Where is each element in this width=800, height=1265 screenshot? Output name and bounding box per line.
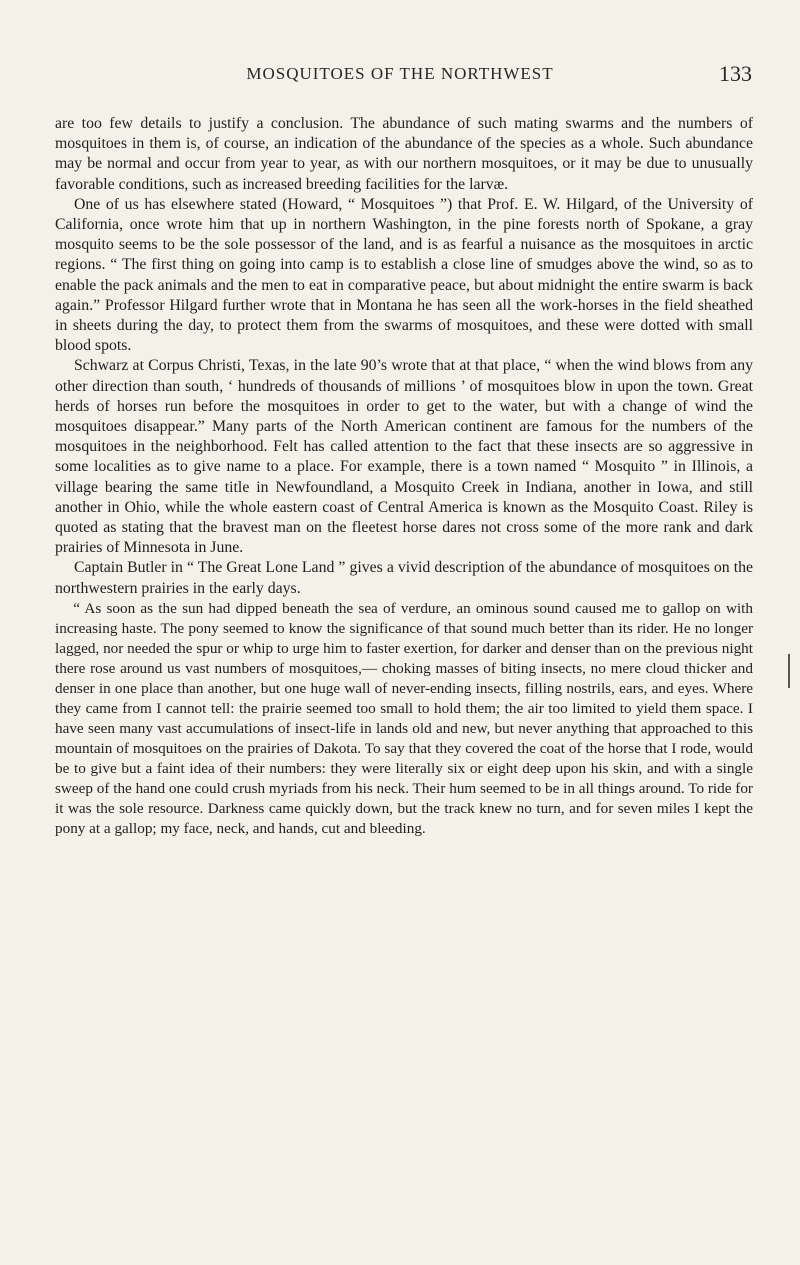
paragraph-hilgard: One of us has elsewhere stated (Howard, “ Mosquitoes ”) that Prof. E. W. Hilgard, of the University of California, once wrote him that up in northern Washington, in the pine forests north of Spokane, a gray mosquito seems to be the sole possessor of the land, and is as fearful a nuisance as the mosquitoes in arctic regions. “ The first thing on going into camp is to establish a close line of smudges above the wind, so as to enable the pack animals and the men to eat in comparative peace, but about midnight the entire swarm is back again.” Professor Hilgard further wrote that in Montana he has seen all the work-horses in the field sheathed in sheets during the day, to protect them from the swarms of mosquitoes, and these were dotted with small blood spots. (55, 195, 753, 355)
margin-bracket-mark (788, 654, 790, 688)
paragraph-butler: Captain Butler in “ The Great Lone Land ” gives a vivid description of the abundance of mosquitoes on the northwestern prairies in the early days. (55, 559, 753, 597)
running-title: MOSQUITOES OF THE NORTHWEST (246, 64, 554, 83)
running-head (0, 61, 800, 90)
paragraph-continued: are too few details to justify a conclusion. The abundance of such mating swarms and the numbers of mosquitoes in them is, of course, an indication of the abundance of the species as a whole. Such abundance may be normal and occur from year to year, as with our northern mosquitoes, or it may be due to unusually favorable conditions, such as increased breeding facilities for the larvæ. (55, 115, 753, 193)
body-text (55, 114, 753, 839)
page-number: 133 (719, 61, 752, 86)
paragraph-schwarz: Schwarz at Corpus Christi, Texas, in the late 90’s wrote that at that place, “ when the wind blows from any other direction than south, ‘ hundreds of thousands of millions ’ of mosquitoes blow in upon the town. Great herds of horses run before the mosquitoes in order to get to the water, but with a change of wind the mosquitoes disappear.” Many parts of the North American continent are famous for the numbers of the mosquitoes in the neighborhood. Felt has called attention to the fact that these insects are so aggressive in some localities as to give name to a place. For example, there is a town named “ Mosquito ” in Illinois, a village bearing the same title in Newfoundland, a Mosquito Creek in Indiana, another in Iowa, and still another in Ohio, while the whole eastern coast of Central America is known as the Mosquito Coast. Riley is quoted as stating that the bravest man on the fleetest horse dares not cross some of the more rank and dark prairies of Minnesota in June. (55, 357, 753, 557)
block-quote: “ As soon as the sun had dipped beneath the sea of verdure, an ominous sound caused me to gallop on with increasing haste. The pony seemed to know the significance of that sound much better than its rider. He no longer lagged, nor needed the spur or whip to urge him to faster exertion, for darker and denser than on the previous night there rose around us vast numbers of mosquitoes,— choking masses of biting insects, no mere cloud thicker and denser in one place than another, but one huge wall of never-ending insects, filling nostrils, ears, and eyes. Where they came from I cannot tell: the prairie seemed too small to hold them; the air too limited to yield them space. I have seen many vast accumulations of insect-life in lands old and new, but never anything that approached to this mountain of mosquitoes on the prairies of Dakota. To say that they covered the coat of the horse that I rode, would be to give but a faint idea of their numbers: they were literally six or eight deep upon his skin, and with a single sweep of the hand one could crush myriads from his neck. Their hum seemed to be in all things around. To ride for it was the sole resource. Darkness came quickly down, but the track knew no turn, and for seven miles I kept the pony at a gallop; my face, neck, and hands, cut and bleeding. (55, 599, 753, 837)
